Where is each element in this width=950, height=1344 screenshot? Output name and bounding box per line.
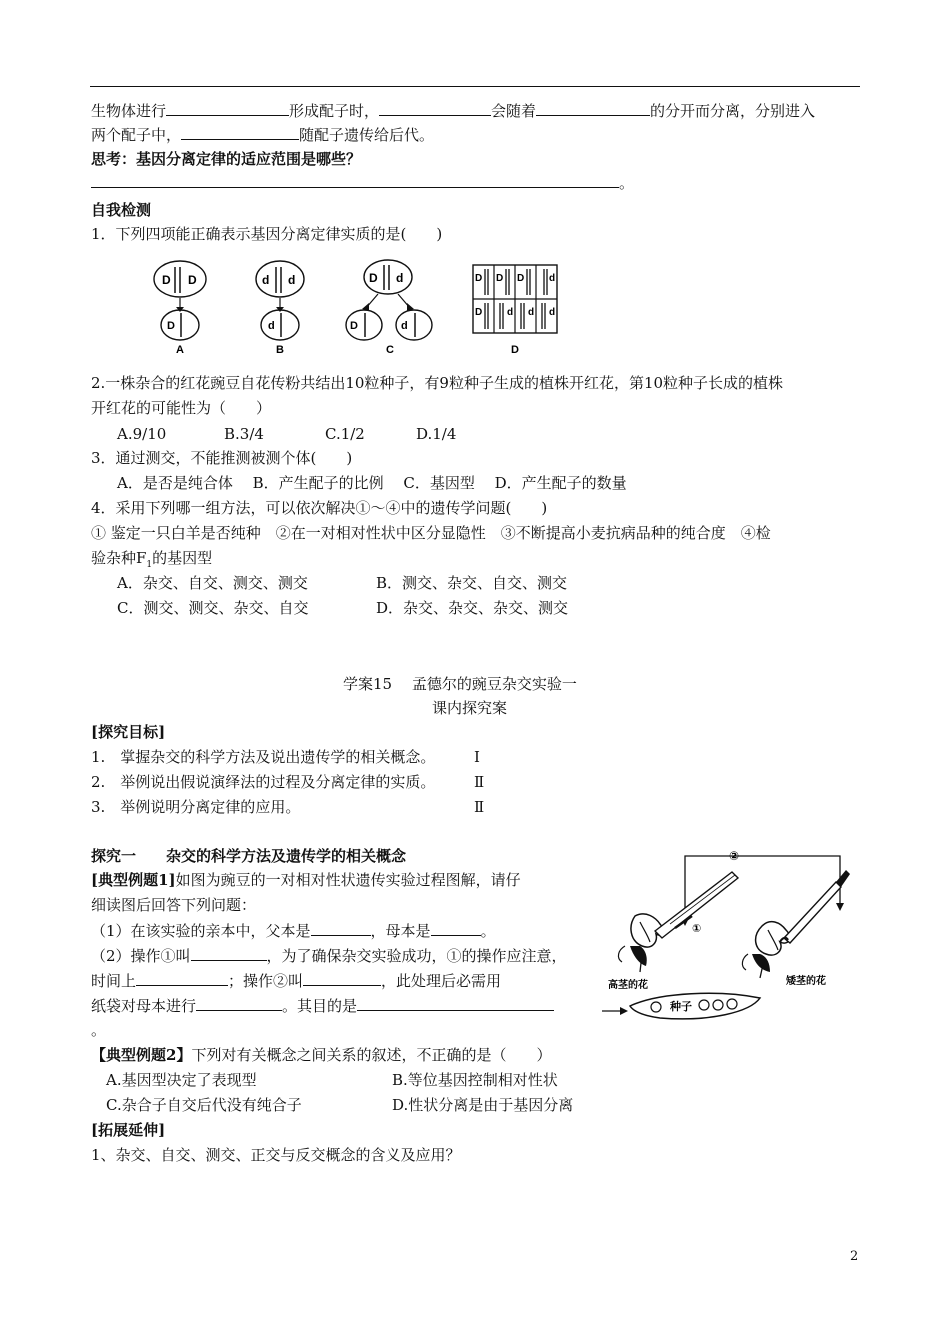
q-text: ；操作②叫 <box>228 972 304 990</box>
tall-flower-icon <box>618 914 663 972</box>
figure-c <box>346 260 432 356</box>
top-rule <box>90 86 860 87</box>
intro-text: 两个配子中， <box>91 126 182 144</box>
blank-op2[interactable] <box>303 970 381 986</box>
intro-text: 的分开而分离，分别进入 <box>650 102 816 120</box>
question-3: 3．通过测交，不能推测被测个体( ) <box>91 449 353 467</box>
figure-b <box>256 261 304 356</box>
blank-bag[interactable] <box>196 995 282 1011</box>
q-text: ，此处理后必需用 <box>381 972 502 990</box>
ex2-option-c[interactable]: C.杂合子自交后代没有纯合子 <box>106 1096 302 1114</box>
goal-1: 1. 掌握杂交的科学方法及说出遗传学的相关概念。 <box>91 748 436 766</box>
blank-father[interactable] <box>311 920 371 936</box>
q4-items-line-2 <box>91 548 212 575</box>
intro-text: 生物体进行 <box>91 102 167 120</box>
blank-op1[interactable] <box>191 945 267 961</box>
q2-option-b[interactable]: B.3/4 <box>224 425 264 443</box>
example-1-q2-line-3 <box>91 995 554 1016</box>
intro-text: 会随着 <box>491 102 537 120</box>
self-test-heading: 自我检测 <box>91 201 152 219</box>
question-4: 4．采用下列哪一组方法，可以依次解决①～④中的遗传学问题( ) <box>91 499 548 517</box>
q4-option-c[interactable]: C．测交、测交、杂交、自交 <box>117 599 309 617</box>
explore-1-heading: 探究一 杂交的科学方法及遗传学的相关概念 <box>91 847 407 865</box>
think-answer-line <box>91 172 634 193</box>
intro-text: 随配子遗传给后代。 <box>299 126 435 144</box>
svg-text:d: d <box>507 307 514 318</box>
svg-text:d: d <box>268 320 275 332</box>
figure-c-label: C <box>386 344 394 356</box>
figure-a-label: A <box>176 344 184 356</box>
goal-3-level: Ⅱ <box>474 798 485 816</box>
svg-text:D: D <box>188 273 197 287</box>
ex2-option-a[interactable]: A.基因型决定了表现型 <box>106 1071 257 1089</box>
question-2-line-1: 2.一株杂合的红花豌豆自花传粉共结出10粒种子，有9粒种子生成的植株开红花，第10粒种子长成的植株 <box>91 374 784 392</box>
figure-d <box>473 265 557 356</box>
op1-label: ① <box>692 923 702 935</box>
q-text: 时间上 <box>91 972 137 990</box>
svg-text:d: d <box>549 273 556 284</box>
example-1-tag: [典型例题1] <box>91 871 176 889</box>
goal-2-level: Ⅱ <box>474 773 485 791</box>
svg-text:d: d <box>262 273 270 287</box>
intro-text: 形成配子时， <box>289 102 380 120</box>
example-1-q2-line-1 <box>91 945 567 966</box>
goal-2: 2. 举例说出假说演绎法的过程及分离定律的实质。 <box>91 773 436 791</box>
ex2-option-b[interactable]: B.等位基因控制相对性状 <box>392 1071 558 1089</box>
blank-time[interactable] <box>136 970 228 986</box>
example-2-tag: 【典型例题2】 <box>91 1046 192 1064</box>
q-text: 。 <box>480 922 496 940</box>
blank-purpose[interactable] <box>357 995 554 1011</box>
tall-flower-label: 高茎的花 <box>608 980 648 991</box>
svg-text:d: d <box>401 320 408 332</box>
q4-items-line-1: ① 鉴定一只白羊是否纯种 ②在一对相对性状中区分显隐性 ③不断提高小麦抗病品种的纯合度 ④检 <box>91 524 771 542</box>
lesson-title: 学案15 孟德尔的豌豆杂交实验一 <box>343 675 577 693</box>
subscript: 1 <box>146 560 153 570</box>
svg-text:D: D <box>162 273 171 287</box>
goal-3: 3. 举例说明分离定律的应用。 <box>91 798 301 816</box>
figure-b-label: B <box>276 344 284 356</box>
q-text: （1）在该实验的亲本中，父本是 <box>91 922 311 940</box>
example-1-q1 <box>91 920 496 941</box>
svg-text:D: D <box>167 320 175 332</box>
blank-2[interactable] <box>379 100 491 116</box>
short-flower-icon <box>742 922 789 978</box>
svg-text:D: D <box>475 273 483 284</box>
figure-d-label: D <box>511 344 519 356</box>
example-2 <box>91 1045 551 1065</box>
blank-3[interactable] <box>536 100 650 116</box>
page-number: 2 <box>850 1249 859 1264</box>
seed-label: 种子 <box>670 1001 692 1013</box>
extend-question-1: 1、杂交、自交、测交、正交与反交概念的含义及应用？ <box>91 1146 461 1164</box>
q2-option-d[interactable]: D.1/4 <box>416 425 457 443</box>
q-text: ，母本是 <box>370 922 431 940</box>
q4-option-d[interactable]: D．杂交、杂交、杂交、测交 <box>376 599 569 617</box>
svg-text:D: D <box>496 273 504 284</box>
period: 。 <box>619 174 635 192</box>
svg-text:D: D <box>369 271 378 285</box>
example-1-line-1 <box>91 870 521 890</box>
blank-1[interactable] <box>166 100 289 116</box>
example-1-text: 如图为豌豆的一对相对性状遗传实验过程图解，请仔 <box>175 871 521 889</box>
blank-5[interactable] <box>91 172 619 188</box>
q-text: （2）操作①叫 <box>91 947 191 965</box>
example-1-line-2: 细读图后回答下列问题： <box>91 896 257 914</box>
svg-text:D: D <box>517 273 525 284</box>
svg-text:d: d <box>288 273 296 287</box>
short-flower-label: 矮茎的花 <box>786 976 826 987</box>
q4-option-b[interactable]: B．测交、杂交、自交、测交 <box>376 574 568 592</box>
q-text: ，为了确保杂交实验成功，①的操作应注意， <box>266 947 567 965</box>
q3-options[interactable]: A．是否是纯合体 B．产生配子的比例 C．基因型 D．产生配子的数量 <box>117 474 627 492</box>
q2-option-c[interactable]: C.1/2 <box>325 425 365 443</box>
intro-line-1 <box>91 100 815 121</box>
svg-text:d: d <box>549 307 556 318</box>
q4-option-a[interactable]: A．杂交、自交、测交、测交 <box>117 574 308 592</box>
question-1: 1．下列四项能正确表示基因分离定律实质的是( ) <box>91 225 443 243</box>
example-2-text: 下列对有关概念之间关系的叙述，不正确的是（ ） <box>191 1046 552 1064</box>
blank-4[interactable] <box>181 124 299 140</box>
think-question: 思考：基因分离定律的适应范围是哪些？ <box>91 150 362 168</box>
svg-text:d: d <box>528 307 535 318</box>
figure-a <box>154 261 206 356</box>
q-text: 。其目的是 <box>282 997 358 1015</box>
extend-heading: [拓展延伸] <box>91 1121 166 1139</box>
goal-1-level: Ⅰ <box>474 748 480 766</box>
svg-text:D: D <box>475 307 483 318</box>
q1-figure <box>150 257 570 357</box>
op2-label: ② <box>729 849 740 863</box>
svg-text:d: d <box>396 271 404 285</box>
q-text: 纸袋对母本进行 <box>91 997 197 1015</box>
pea-cross-figure <box>600 846 860 1026</box>
question-2-line-2: 开红花的可能性为（ ） <box>91 399 272 417</box>
q2-option-a[interactable]: A.9/10 <box>117 425 167 443</box>
q4-text: 的基因型 <box>152 549 213 567</box>
goals-heading: [探究目标] <box>91 723 166 741</box>
intro-line-2 <box>91 124 434 145</box>
blank-mother[interactable] <box>431 920 481 936</box>
example-1-q2-line-2 <box>91 970 501 991</box>
ex2-option-d[interactable]: D.性状分离是由于基因分离 <box>392 1096 574 1114</box>
svg-text:D: D <box>350 320 358 332</box>
lesson-subtitle: 课内探究案 <box>432 699 508 717</box>
example-1-q2-line-4: 。 <box>91 1021 107 1039</box>
q4-text: 验杂种F <box>91 549 147 567</box>
